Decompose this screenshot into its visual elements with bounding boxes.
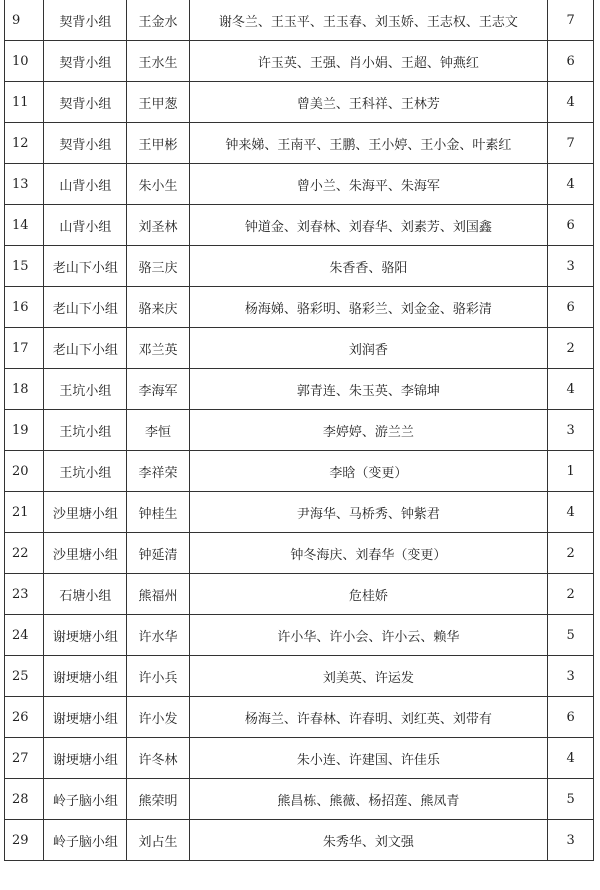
household-head-cell: 李祥荣 <box>127 451 189 492</box>
household-table <box>4 0 594 861</box>
count-cell: 7 <box>548 123 594 164</box>
members-cell: 钟冬海庆、刘春华（变更） <box>189 533 548 574</box>
count-cell: 5 <box>548 615 594 656</box>
group-cell: 石塘小组 <box>44 574 127 615</box>
count-cell: 2 <box>548 533 594 574</box>
count-cell: 4 <box>548 82 594 123</box>
group-cell: 谢埂塘小组 <box>44 697 127 738</box>
table-row <box>5 656 594 697</box>
table-row <box>5 410 594 451</box>
group-cell: 岭子脑小组 <box>44 820 127 861</box>
members-cell: 杨海兰、许春林、许春明、刘红英、刘带有 <box>189 697 548 738</box>
household-head-cell: 李海军 <box>127 369 189 410</box>
group-cell: 山背小组 <box>44 205 127 246</box>
group-cell: 谢埂塘小组 <box>44 656 127 697</box>
members-cell: 朱小连、许建国、许佳乐 <box>189 738 548 779</box>
table-row <box>5 738 594 779</box>
group-cell: 沙里塘小组 <box>44 533 127 574</box>
table-row <box>5 41 594 82</box>
group-cell: 老山下小组 <box>44 246 127 287</box>
row-number-cell: 20 <box>5 451 44 492</box>
table-row <box>5 328 594 369</box>
household-head-cell: 许冬林 <box>127 738 189 779</box>
table-body <box>5 0 594 861</box>
row-number-cell: 14 <box>5 205 44 246</box>
row-number-cell: 9 <box>5 0 44 41</box>
table-row <box>5 574 594 615</box>
group-cell: 契背小组 <box>44 41 127 82</box>
members-cell: 刘美英、许运发 <box>189 656 548 697</box>
household-head-cell: 王甲彬 <box>127 123 189 164</box>
table-row <box>5 492 594 533</box>
table-row <box>5 533 594 574</box>
row-number-cell: 16 <box>5 287 44 328</box>
group-cell: 王坑小组 <box>44 410 127 451</box>
members-cell: 熊昌栋、熊薇、杨招莲、熊凤青 <box>189 779 548 820</box>
count-cell: 2 <box>548 328 594 369</box>
count-cell: 1 <box>548 451 594 492</box>
group-cell: 契背小组 <box>44 0 127 41</box>
table-row <box>5 82 594 123</box>
count-cell: 3 <box>548 246 594 287</box>
household-head-cell: 刘圣林 <box>127 205 189 246</box>
table-row <box>5 820 594 861</box>
group-cell: 岭子脑小组 <box>44 779 127 820</box>
household-head-cell: 许小兵 <box>127 656 189 697</box>
household-head-cell: 熊福州 <box>127 574 189 615</box>
row-number-cell: 26 <box>5 697 44 738</box>
household-head-cell: 骆来庆 <box>127 287 189 328</box>
group-cell: 谢埂塘小组 <box>44 738 127 779</box>
table-row <box>5 615 594 656</box>
count-cell: 5 <box>548 779 594 820</box>
count-cell: 4 <box>548 738 594 779</box>
count-cell: 4 <box>548 369 594 410</box>
members-cell: 朱香香、骆阳 <box>189 246 548 287</box>
row-number-cell: 23 <box>5 574 44 615</box>
members-cell: 钟来娣、王南平、王鹏、王小婷、王小金、叶素红 <box>189 123 548 164</box>
row-number-cell: 22 <box>5 533 44 574</box>
household-head-cell: 王金水 <box>127 0 189 41</box>
row-number-cell: 19 <box>5 410 44 451</box>
table-row <box>5 0 594 41</box>
household-head-cell: 许小发 <box>127 697 189 738</box>
members-cell: 朱秀华、刘文强 <box>189 820 548 861</box>
table-row <box>5 123 594 164</box>
table-row <box>5 164 594 205</box>
count-cell: 3 <box>548 820 594 861</box>
group-cell: 老山下小组 <box>44 287 127 328</box>
count-cell: 2 <box>548 574 594 615</box>
members-cell: 曾美兰、王科祥、王林芳 <box>189 82 548 123</box>
members-cell: 刘润香 <box>189 328 548 369</box>
group-cell: 契背小组 <box>44 123 127 164</box>
count-cell: 6 <box>548 41 594 82</box>
row-number-cell: 29 <box>5 820 44 861</box>
count-cell: 6 <box>548 205 594 246</box>
row-number-cell: 11 <box>5 82 44 123</box>
count-cell: 6 <box>548 697 594 738</box>
household-head-cell: 刘占生 <box>127 820 189 861</box>
group-cell: 王坑小组 <box>44 451 127 492</box>
group-cell: 契背小组 <box>44 82 127 123</box>
row-number-cell: 21 <box>5 492 44 533</box>
table-row <box>5 451 594 492</box>
members-cell: 李晗（变更） <box>189 451 548 492</box>
table-row <box>5 205 594 246</box>
row-number-cell: 12 <box>5 123 44 164</box>
household-head-cell: 朱小生 <box>127 164 189 205</box>
count-cell: 6 <box>548 287 594 328</box>
row-number-cell: 18 <box>5 369 44 410</box>
group-cell: 王坑小组 <box>44 369 127 410</box>
members-cell: 危桂娇 <box>189 574 548 615</box>
count-cell: 7 <box>548 0 594 41</box>
table-row <box>5 246 594 287</box>
household-head-cell: 许水华 <box>127 615 189 656</box>
members-cell: 钟道金、刘春林、刘春华、刘素芳、刘国鑫 <box>189 205 548 246</box>
members-cell: 许小华、许小会、许小云、赖华 <box>189 615 548 656</box>
table-row <box>5 287 594 328</box>
members-cell: 谢冬兰、王玉平、王玉春、刘玉娇、王志权、王志文 <box>189 0 548 41</box>
row-number-cell: 24 <box>5 615 44 656</box>
household-head-cell: 邓兰英 <box>127 328 189 369</box>
household-head-cell: 钟桂生 <box>127 492 189 533</box>
table-row <box>5 779 594 820</box>
members-cell: 李婷婷、游兰兰 <box>189 410 548 451</box>
count-cell: 4 <box>548 492 594 533</box>
row-number-cell: 10 <box>5 41 44 82</box>
group-cell: 山背小组 <box>44 164 127 205</box>
members-cell: 许玉英、王强、肖小娟、王超、钟燕红 <box>189 41 548 82</box>
count-cell: 3 <box>548 656 594 697</box>
members-cell: 郭青连、朱玉英、李锦坤 <box>189 369 548 410</box>
row-number-cell: 13 <box>5 164 44 205</box>
row-number-cell: 28 <box>5 779 44 820</box>
table-row <box>5 369 594 410</box>
household-head-cell: 骆三庆 <box>127 246 189 287</box>
household-head-cell: 熊荣明 <box>127 779 189 820</box>
members-cell: 杨海娣、骆彩明、骆彩兰、刘金金、骆彩清 <box>189 287 548 328</box>
group-cell: 沙里塘小组 <box>44 492 127 533</box>
count-cell: 3 <box>548 410 594 451</box>
members-cell: 尹海华、马桥秀、钟紫君 <box>189 492 548 533</box>
members-cell: 曾小兰、朱海平、朱海军 <box>189 164 548 205</box>
row-number-cell: 17 <box>5 328 44 369</box>
household-head-cell: 钟延清 <box>127 533 189 574</box>
household-head-cell: 王水生 <box>127 41 189 82</box>
group-cell: 老山下小组 <box>44 328 127 369</box>
count-cell: 4 <box>548 164 594 205</box>
household-head-cell: 李恒 <box>127 410 189 451</box>
group-cell: 谢埂塘小组 <box>44 615 127 656</box>
row-number-cell: 27 <box>5 738 44 779</box>
table-row <box>5 697 594 738</box>
row-number-cell: 15 <box>5 246 44 287</box>
row-number-cell: 25 <box>5 656 44 697</box>
household-head-cell: 王甲葱 <box>127 82 189 123</box>
